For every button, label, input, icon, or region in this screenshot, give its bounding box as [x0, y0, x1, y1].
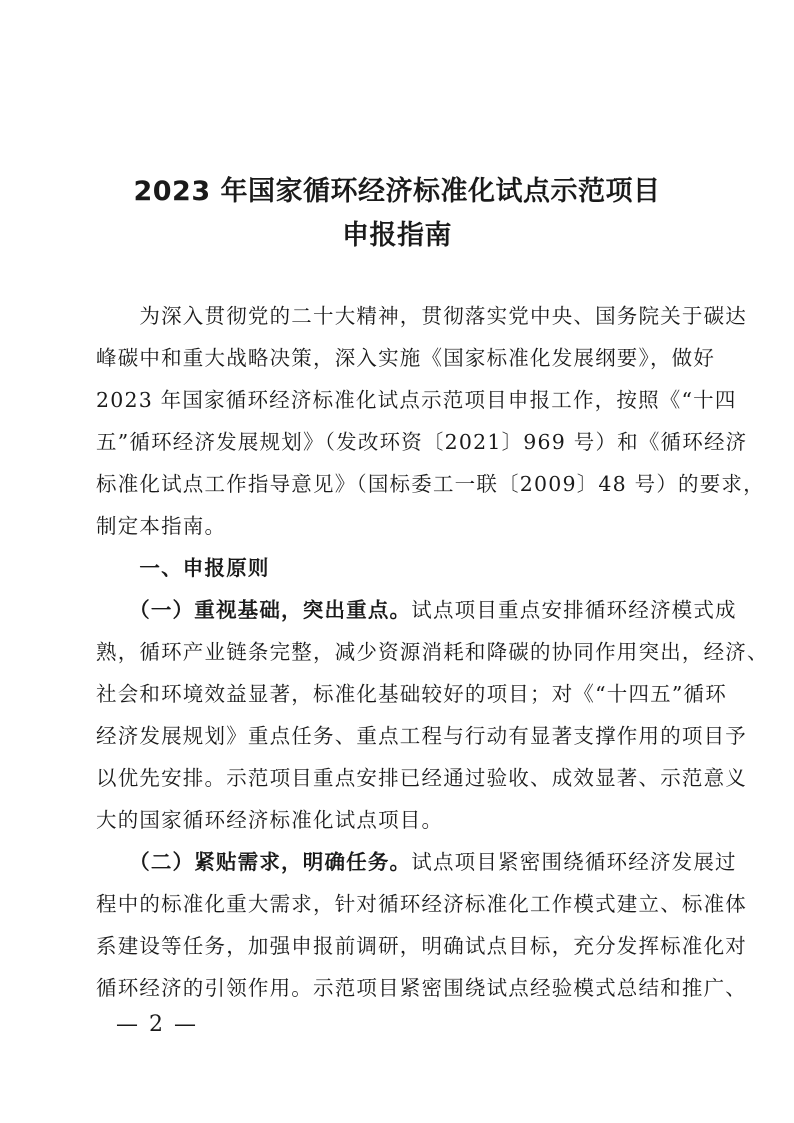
- document-title-line2: 申报指南: [342, 220, 452, 251]
- item2-line: 循环经济的引领作用。示范项目紧密围绕试点经验模式总结和推广、: [96, 976, 747, 1000]
- intro-line: 制定本指南。: [96, 514, 227, 538]
- section-heading: 一、申报原则: [96, 556, 270, 580]
- intro-line: 标准化试点工作指导意见》（国标委工一联〔2009〕48 号）的要求，: [96, 472, 765, 496]
- item2-heading: （二）紧贴需求，明确任务。: [96, 850, 412, 874]
- item1-line: 经济发展规划》重点任务、重点工程与行动有显著支撑作用的项目予: [96, 724, 747, 748]
- item1-line: 大的国家循环经济标准化试点项目。: [96, 808, 444, 832]
- item2-first-line: [96, 847, 737, 877]
- item1-first-line-rest: 试点项目重点安排循环经济模式成: [411, 598, 737, 622]
- intro-line: 五”循环经济发展规划》（发改环资〔2021〕969 号）和《循环经济: [96, 430, 748, 454]
- item2-line: 系建设等任务，加强申报前调研，明确试点目标，充分发挥标准化对: [96, 934, 747, 958]
- item1-line: 熟，循环产业链条完整，减少资源消耗和降碳的协同作用突出，经济、: [96, 640, 769, 664]
- intro-line: 峰碳中和重大战略决策，深入实施《国家标准化发展纲要》，做好: [96, 346, 716, 370]
- item1-heading: （一）重视基础，突出重点。: [96, 598, 412, 622]
- item2-first-line-rest: 试点项目紧密围绕循环经济发展过: [411, 850, 737, 874]
- intro-line: 2023 年国家循环经济标准化试点示范项目申报工作，按照《“十四: [96, 388, 737, 412]
- item1-first-line: [96, 595, 737, 625]
- intro-line: 为深入贯彻党的二十大精神，贯彻落实党中央、国务院关于碳达: [96, 304, 747, 328]
- page-number: — 2 —: [116, 1012, 198, 1037]
- item1-line: 社会和环境效益显著，标准化基础较好的项目；对《“十四五”循环: [96, 682, 727, 706]
- item1-line: 以优先安排。示范项目重点安排已经通过验收、成效显著、示范意义: [96, 766, 747, 790]
- document-title-line1: 2023 年国家循环经济标准化试点示范项目: [133, 176, 661, 207]
- item2-line: 程中的标准化重大需求，针对循环经济标准化工作模式建立、标准体: [96, 892, 747, 916]
